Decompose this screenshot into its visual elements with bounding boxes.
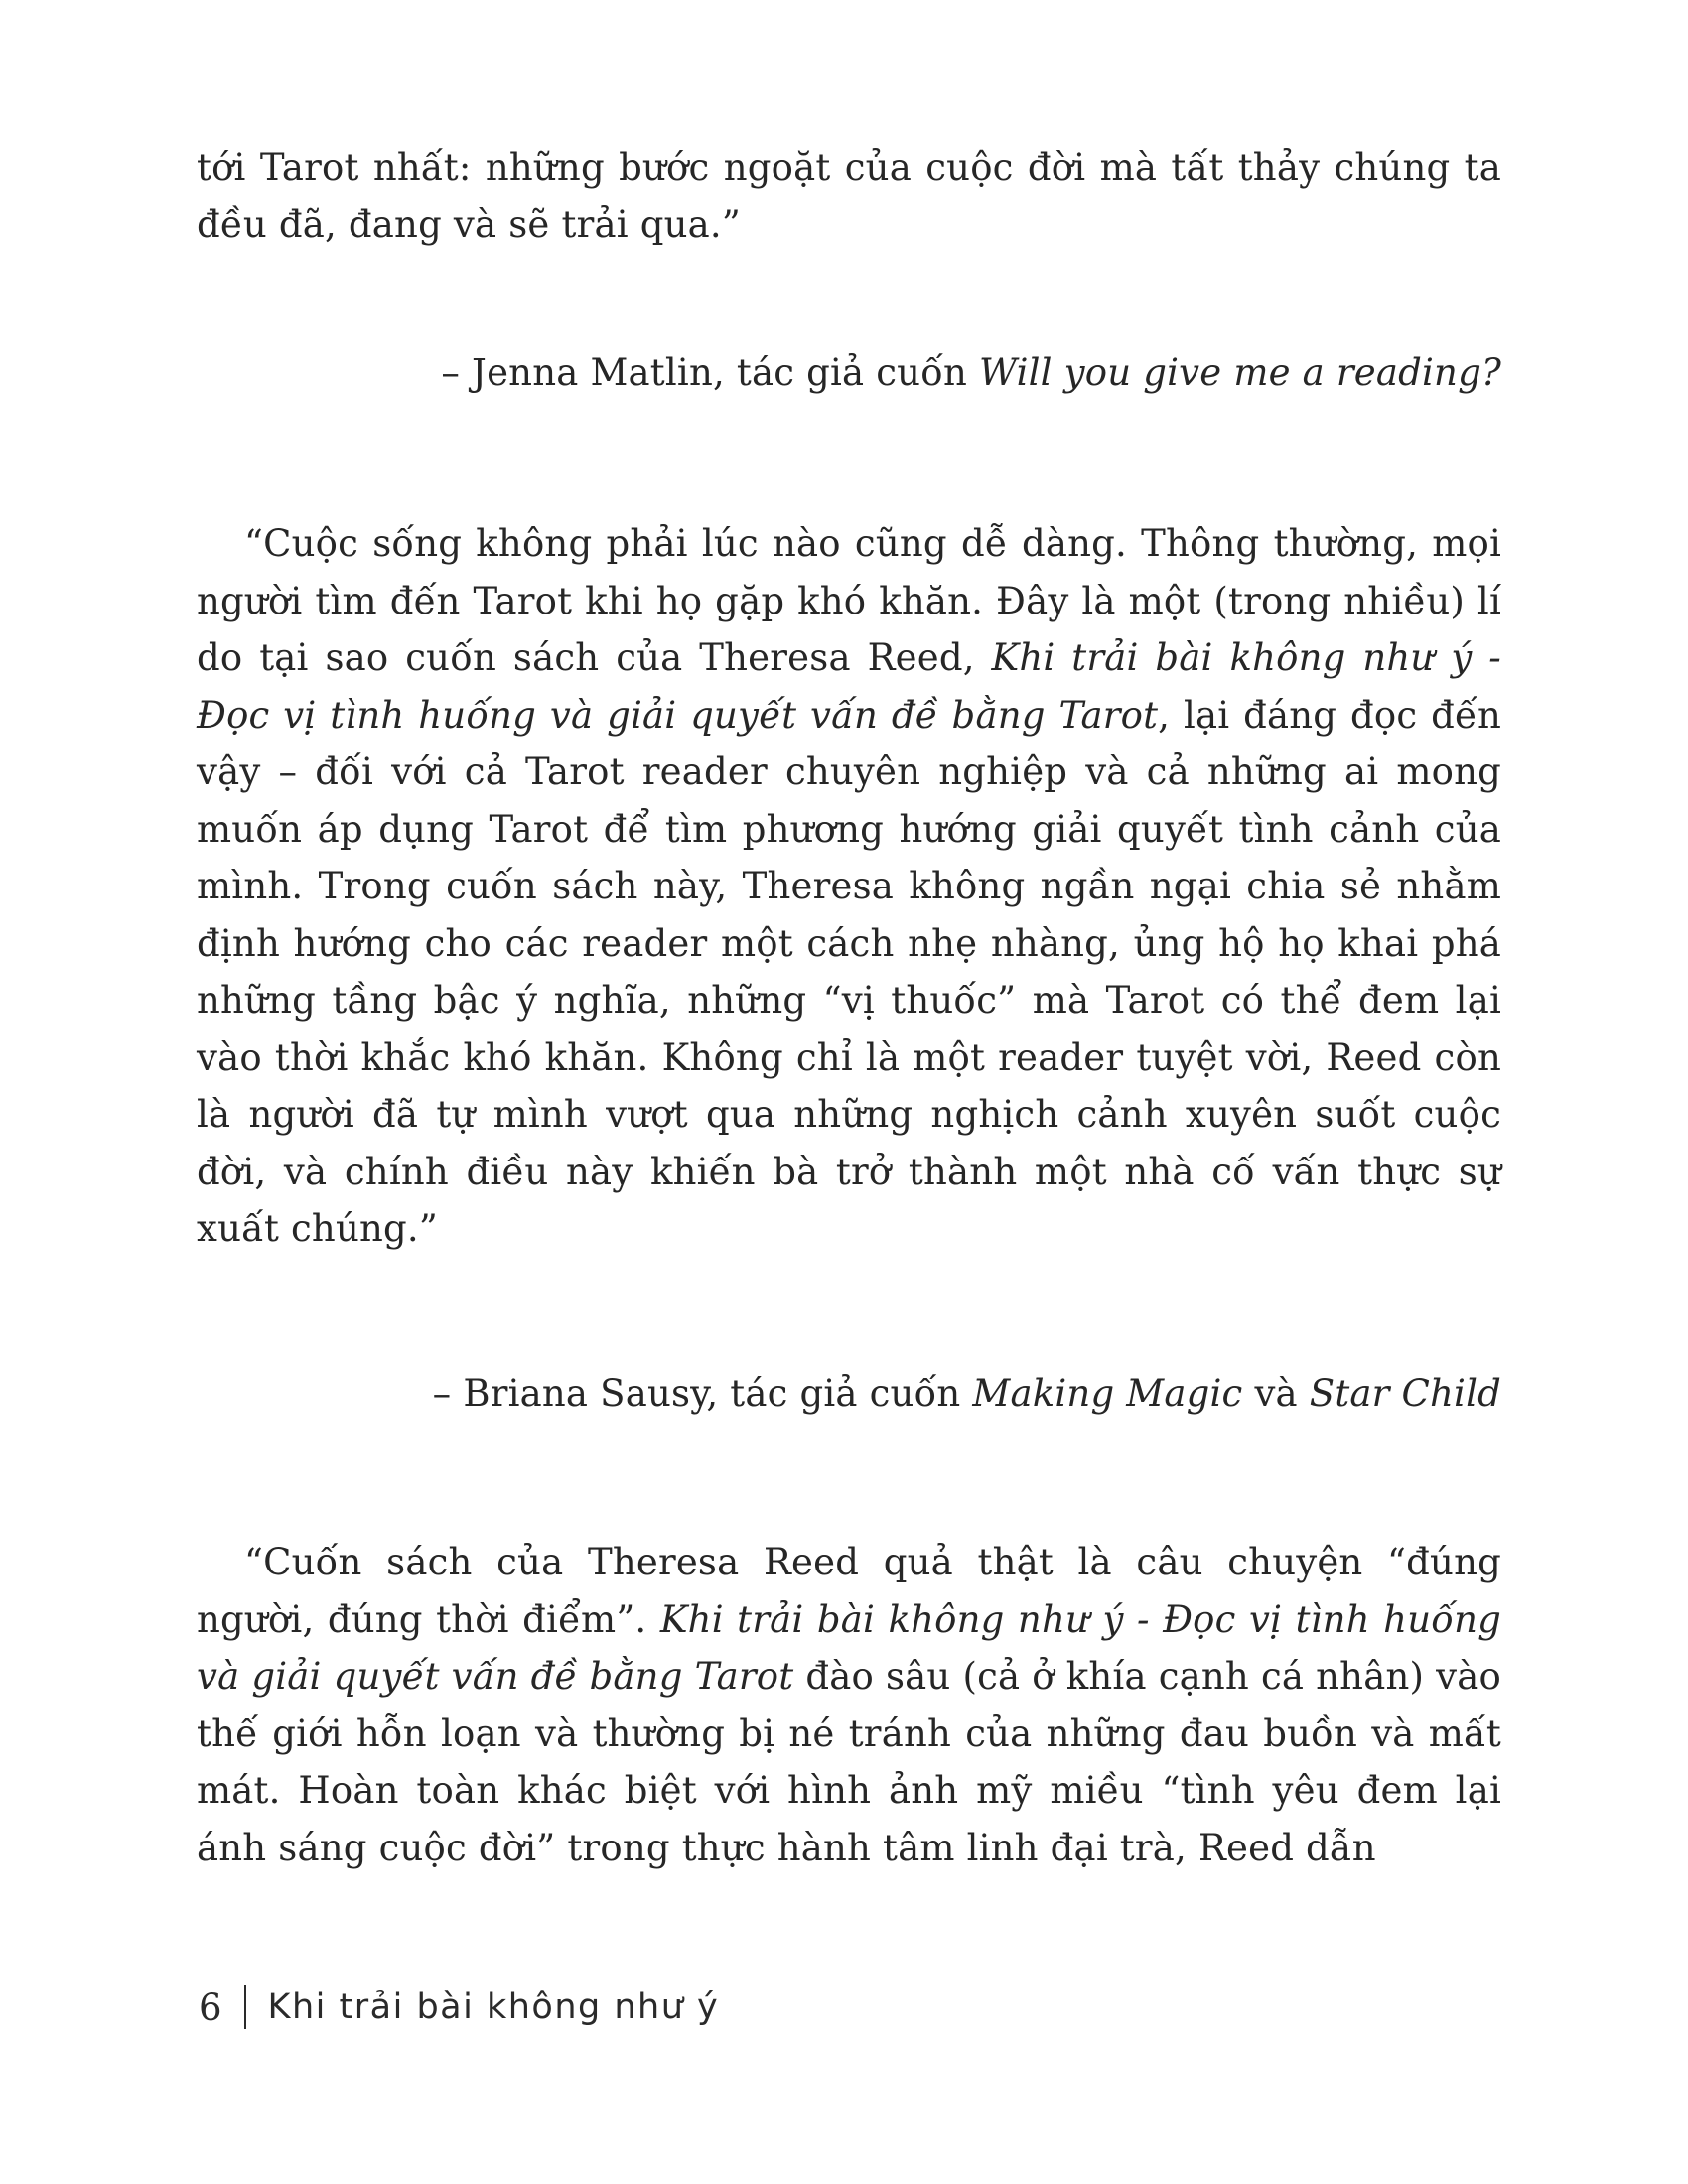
paragraph-review-briana-sausy: “Cuộc sống không phải lúc nào cũng dễ dàng. Thông thường, mọi người tìm đến Tarot khi họ gặp khó khăn. Đây là một (trong nhiều) lí do tại sao cuốn sách của Theresa Reed, Khi trải bài không như ý - Đọc vị tình huống và giải quyết vấn đề bằng Tarot, lại đáng đọc đến vậy – đối với cả Tarot reader chuyên nghiệp và cả những ai mong muốn áp dụng Tarot để tìm phương hướng giải quyết tình cảnh của mình. Trong cuốn sách này, Theresa không ngần ngại chia sẻ nhằm định hướng cho các reader một cách nhẹ nhàng, ủng hộ họ khai phá những tầng bậc ý nghĩa, những “vị thuốc” mà Tarot có thể đem lại vào thời khắc khó khăn. Không chỉ là một reader tuyệt vời, Reed còn là người đã tự mình vượt qua những nghịch cảnh xuyên suốt cuộc đời, và chính điều này khiến bà trở thành một nhà cố vấn thực sự xuất chúng.” — [197, 522, 1501, 1250]
page-number: 6 — [199, 1985, 222, 2029]
paragraph-continuation: tới Tarot nhất: những bước ngoặt của cuộc đời mà tất thảy chúng ta đều đã, đang và sẽ trải qua.” — [197, 146, 1501, 246]
footer-book-title: Khi trải bài không như ý — [267, 1987, 720, 2027]
paragraph-review-third: “Cuốn sách của Theresa Reed quả thật là câu chuyện “đúng người, đúng thời điểm”. Khi trải bài không như ý - Đọc vị tình huống và giải quyết vấn đề bằng Tarot đào sâu (cả ở khía cạnh cá nhân) vào thế giới hỗn loạn và thường bị né tránh của những đau buồn và mất mát. Hoàn toàn khác biệt với hình ảnh mỹ miều “tình yêu đem lại ánh sáng cuộc đời” trong thực hành tâm linh đại trà, Reed dẫn — [197, 1541, 1501, 1869]
attribution-jenna-matlin: – Jenna Matlin, tác giả cuốn Will you give me a reading? — [441, 351, 1501, 394]
attribution-briana-sausy: – Briana Sausy, tác giả cuốn Making Magic và Star Child — [432, 1372, 1501, 1415]
page-footer — [199, 1985, 719, 2029]
footer-divider — [244, 1985, 246, 2029]
